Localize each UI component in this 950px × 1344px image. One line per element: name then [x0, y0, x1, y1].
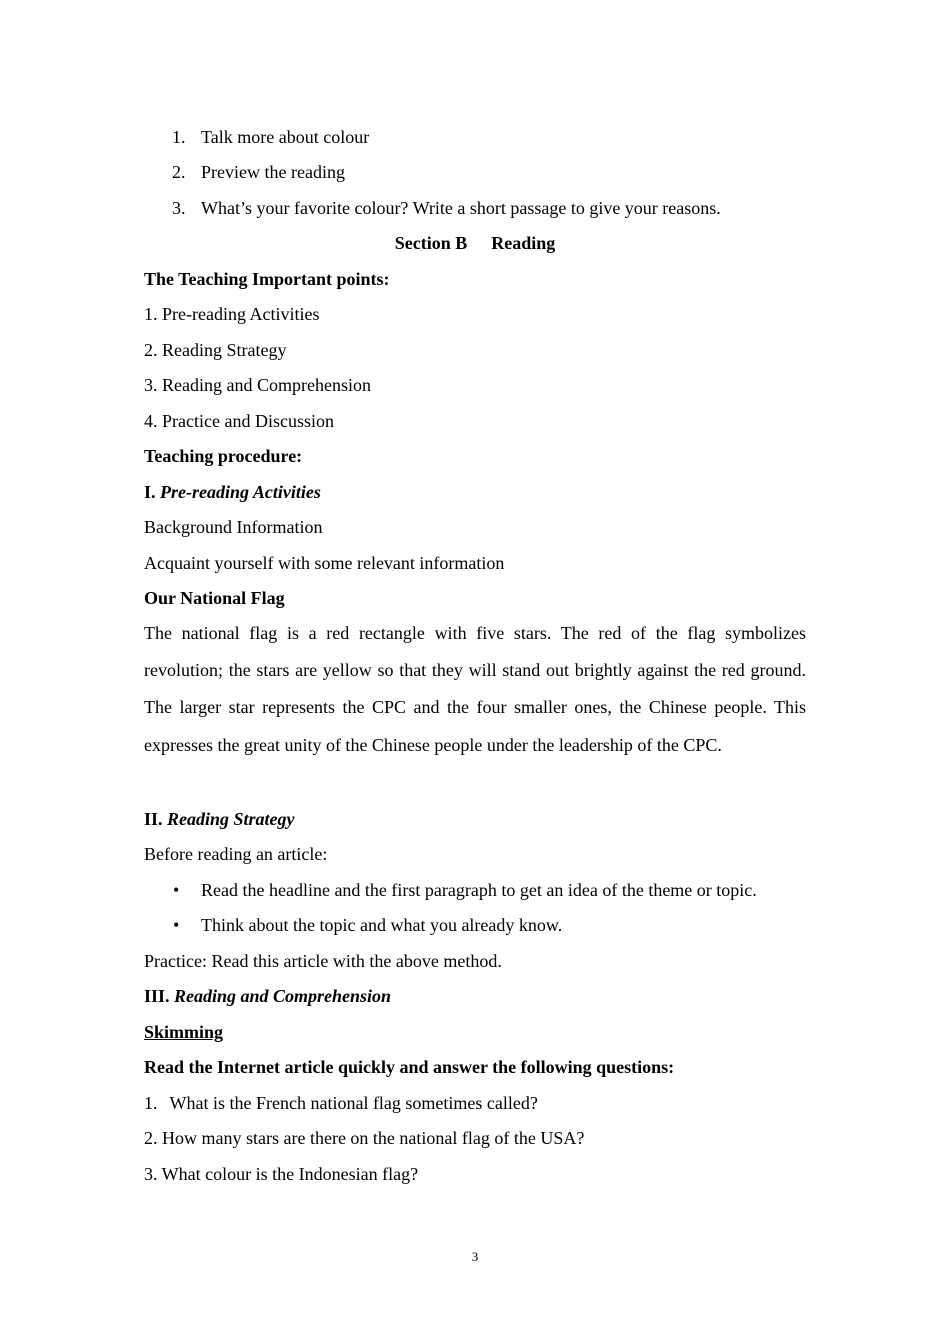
section-part: Section B	[394, 233, 468, 253]
part3-numeral: III.	[144, 986, 170, 1006]
skimming-heading: Skimming	[144, 1022, 224, 1042]
bullet-text: Read the headline and the first paragraph to get an idea of the theme or topic.	[201, 880, 757, 900]
bullet-icon: •	[173, 915, 180, 935]
question-number: 1.	[144, 1093, 158, 1113]
skimming-instruction: Read the Internet article quickly and answer the following questions:	[144, 1057, 675, 1077]
part3-heading	[144, 985, 391, 1007]
section-title: Reading	[491, 233, 556, 253]
procedure-heading: Teaching procedure:	[144, 446, 303, 466]
practice-line: Practice: Read this article with the above method.	[144, 951, 502, 971]
important-points-heading: The Teaching Important points:	[144, 269, 390, 289]
part1-heading	[144, 481, 321, 503]
part2-title: Reading Strategy	[167, 809, 295, 829]
part2-numeral: II.	[144, 809, 163, 829]
list-text: What’s your favorite colour? Write a short passage to give your reasons.	[201, 198, 721, 218]
part3-title: Reading and Comprehension	[174, 986, 392, 1006]
important-point-item: 4. Practice and Discussion	[144, 411, 334, 431]
part1-title: Pre-reading Activities	[160, 482, 321, 502]
list-text: Preview the reading	[201, 162, 345, 182]
list-number: 2.	[172, 162, 186, 182]
important-point-item: 2. Reading Strategy	[144, 340, 287, 360]
bullet-text: Think about the topic and what you already know.	[201, 915, 563, 935]
part2-intro: Before reading an article:	[144, 844, 328, 864]
bullet-icon: •	[173, 880, 180, 900]
question-item	[144, 1092, 538, 1114]
part1-line: Background Information	[144, 517, 323, 537]
important-point-item: 3. Reading and Comprehension	[144, 375, 371, 395]
part1-line: Acquaint yourself with some relevant information	[144, 553, 505, 573]
question-item: 2. How many stars are there on the national flag of the USA?	[144, 1128, 585, 1148]
question-text: What is the French national flag sometimes called?	[169, 1093, 538, 1113]
list-text: Talk more about colour	[201, 127, 370, 147]
list-number: 3.	[172, 198, 186, 218]
important-point-item: 1. Pre-reading Activities	[144, 304, 320, 324]
flag-heading: Our National Flag	[144, 588, 285, 608]
list-number: 1.	[172, 127, 186, 147]
page-number: 3	[471, 1249, 479, 1264]
question-item: 3. What colour is the Indonesian flag?	[144, 1164, 419, 1184]
part2-heading	[144, 808, 295, 830]
part1-numeral: I.	[144, 482, 156, 502]
section-heading	[144, 232, 806, 254]
flag-paragraph: The national flag is a red rectangle with five stars. The red of the flag symbolizes revolution; the stars are yellow so that they will stand out brightly against the red ground. The larger star represents the CPC and the four smaller ones, the Chinese people. This expresses the great unity of the Chinese people under the leadership of the CPC.	[144, 623, 806, 755]
